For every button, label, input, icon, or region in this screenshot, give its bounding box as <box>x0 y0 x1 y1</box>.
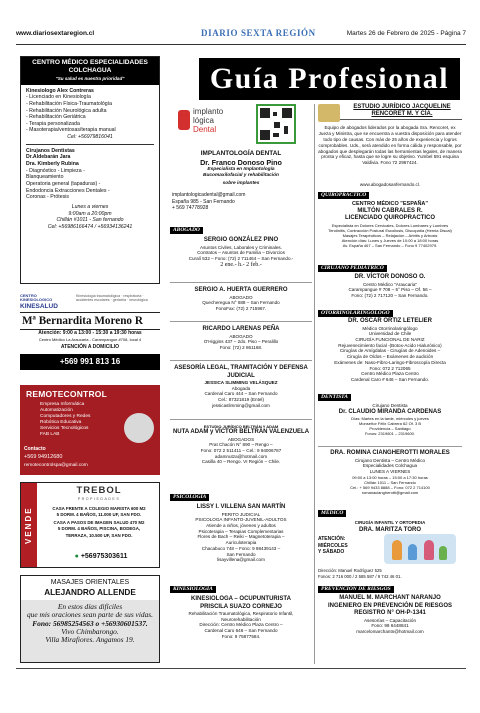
section-medico: MÉDICO <box>318 510 346 517</box>
entry-line: Contratos – Asuntos de Familia – Divorcios <box>197 250 285 256</box>
address: Chillán #1011 - San fernando <box>56 217 124 224</box>
listing-line: 5 DORM. 4 BAÑOS, PISCINA, BODEGA, <box>57 526 141 532</box>
person-icon <box>392 540 402 560</box>
divider <box>318 446 462 447</box>
implanto-spec: sobre implantes <box>222 181 260 186</box>
entry-line: Especialista en Dolores Cervicales, Dolores Lumbares y Lumbres <box>331 222 449 228</box>
entry-line: ABOGADO <box>229 294 253 300</box>
entry-line[interactable]: jessicaslimming@gmail.com <box>212 402 270 408</box>
listing-entry <box>170 424 312 465</box>
section-prevencion: PREVENCIÓN DE RIESGOS <box>318 586 394 593</box>
entry-line: Fono: 072 2 712065 <box>369 365 411 371</box>
entry-line: Cel.: 87321819 (Entel) <box>218 397 264 403</box>
entry-line: 09:00 a 13:00 horas – 15:00 a 17:30 horas <box>352 474 428 480</box>
divider <box>170 282 312 283</box>
trebol-phone[interactable] <box>61 553 141 562</box>
entry-line: Cirugías de Amígdalas - Cirugías de Adenoides – <box>339 348 441 354</box>
entry-line: Cirujano Dentista – Centro Médico <box>354 457 426 463</box>
medico-address: Dirección: Manuel Rodríguez 525 <box>318 568 382 573</box>
kinesalud-name: Mª Bernardita Moreno R <box>22 315 143 327</box>
entry-line: Especialidades Colchagua <box>362 463 418 469</box>
logo-word: lógica <box>193 116 214 125</box>
entry-line: Cardenal Caro # 646 – San Fernando. <box>350 377 430 383</box>
masajes-phone[interactable]: Fono: 56985254563 o +56930601537. <box>32 618 148 628</box>
listing-entry <box>170 365 312 409</box>
entry-line: Fono: 072 2 511411 – Cel.: 9 94006787 <box>200 447 282 453</box>
contact-label: Contacto <box>24 446 46 452</box>
entry-line[interactable]: lisayvillena@gmail.com <box>217 557 265 563</box>
entry-line: Curalí 532 – Fono: (72) 2 711464 – San Fernando.- <box>188 255 294 261</box>
kin-item: - Rehabilitación Neurológica adulta <box>26 107 107 114</box>
listing-line: TERRAZA, 10.500 UF, SAN FDO. <box>65 532 133 538</box>
logo-word: implanto <box>193 107 224 116</box>
entry-name: MANUEL M. MARCHANT NARANJO <box>339 595 441 601</box>
dent-item: Endodoncia Extracciones Dentales - <box>26 187 110 194</box>
medico-att: MIÉRCOLES <box>318 542 348 549</box>
trebol-phone-number: +56975303611 <box>80 553 128 560</box>
entry-name: SERGIO GONZÁLEZ PINO <box>203 237 279 243</box>
dentists-title: Cirujanos Dentistas <box>26 147 75 154</box>
implanto-address: España 985 - San Fernando <box>172 198 235 205</box>
implanto-name: Dr. Franco Donoso Pino <box>200 158 282 167</box>
entry-line: Médico Otorrinolaringólogo <box>362 325 418 331</box>
entry-role: INGENIERO EN PREVENCIÓN DE RIESGOS <box>327 602 453 609</box>
entry-line: Carampangue # 708 – 5° Piso – Of. 56 – <box>348 287 432 293</box>
implanto-phone[interactable]: + 569 74778928 <box>172 205 209 211</box>
listing-entry <box>170 287 312 312</box>
entry-name: DR. VÍCTOR DONOSO O. <box>354 274 426 280</box>
entry-line: Rejuvenecimiento facial -(Botox-Acido Hialurónico) <box>338 342 442 348</box>
masajes-name: ALEJANDRO ALLENDE <box>44 587 136 597</box>
entry-line: Fono: 9 75877584. <box>221 633 261 639</box>
remote-service: Computadores y Redes <box>40 413 91 419</box>
remote-service: Automatización <box>40 407 73 413</box>
listing-line: CASA A PASOS DE IMAGEN SALUD 470 M2 <box>53 520 145 526</box>
dent-item: Operatoria general (tapaduras) - <box>26 181 101 188</box>
listing-entry <box>170 237 312 269</box>
entry-name: RICARDO LARENAS PEÑA <box>202 326 280 332</box>
entry-line: Fono: (72) 2 717120 – San Fernando. <box>351 292 429 298</box>
medico-name: DRA. MARITZA TORO <box>359 527 421 533</box>
entry-line: Flores de Bach – Reiki – Magnetoterapia – <box>197 534 285 540</box>
trebol-sub: PROPIEDADES <box>77 497 121 501</box>
hours: 9:00am a 20:00pm <box>68 210 112 217</box>
medico-spec: CIRUGÍA INFANTIL Y ORTOPEDIA <box>354 520 426 525</box>
divider <box>170 419 312 420</box>
footer-rule <box>16 668 466 669</box>
remote-email[interactable]: remotecontrolspa@gmail.com <box>24 463 88 468</box>
centro-medico-header <box>21 57 159 85</box>
entry-name: MILTÓN CABRALES R. <box>357 207 423 214</box>
robot-illustration <box>124 413 154 443</box>
entry-role: Cirujano Dentista <box>372 403 408 408</box>
listing-entry <box>318 403 462 436</box>
listing-entry <box>170 596 312 640</box>
listing-entry <box>318 595 462 635</box>
page-header <box>16 30 466 42</box>
entry-line: LUNES A VIERNES <box>369 468 411 474</box>
kinesalud-services: Kinesiología traumatológica · respiratoria · accidentes escolares · geriatría · neurológica <box>76 294 148 303</box>
remote-service: Robótica Educativa <box>40 419 82 425</box>
entry-line: Universidad de Chile <box>368 331 412 337</box>
estudio-web[interactable]: www.abogadosanfernando.cl. <box>359 182 421 187</box>
centro-medico-ad <box>20 56 160 284</box>
masajes-text: Vivo Chimbarongo. <box>61 626 119 636</box>
entry-line: Atención días: Lunes y Jueves de 10:00 a 18:00 horas <box>341 237 439 243</box>
remotecontrol-ad <box>20 385 160 475</box>
entry-line: Abogada <box>231 385 251 391</box>
entry-line: Auriculoterapia <box>225 540 257 546</box>
vende-banner: VENDE <box>21 483 37 567</box>
entry-reg: REGISTRO N° OH-P-1341 <box>354 610 426 616</box>
entry-name: NUTA ADAM y VÍCTOR BELTRÁN VALENZUELA <box>172 429 310 435</box>
kinesalud-logo-small: CENTRO KINESIOLOGICO <box>20 293 53 303</box>
listing-entry <box>318 450 462 495</box>
entry-line: Fonos: 2319601 – 2319600. <box>364 431 416 437</box>
column-divider <box>314 104 315 664</box>
right-column <box>318 104 462 664</box>
kinesalud-ad <box>20 292 160 380</box>
kin-item: - Rehabilitación Geriátrica <box>26 114 86 121</box>
entry-line[interactable]: adamnutza@hotmail.com <box>214 453 268 459</box>
family-illustration <box>384 534 456 564</box>
entry-line: JESSICA SLIMMING VELÁSQUEZ <box>204 380 278 385</box>
dentist-name: Dra. Kimberly Rubina <box>26 161 79 168</box>
medico-att: Y SÁBADO <box>318 549 345 555</box>
entry-line: Masajes Terapéuticos – Relajación – Artritis y Artrosis <box>342 232 438 238</box>
entry-role: LICENCIADO QUIROPRACTICO <box>345 215 435 222</box>
estudio-text: Equipo de abogados liderados por la abogada Sra. Rencoret, ex Jueza y Ministra, que se encuentra a vuestra disposición para atender todo tipo de causas. Con más de 25 años de experiencia y logros comprobables. Uds., será atendido en forma cálida y responsable, por abogados que desplegarán todas las herramientas legales, de manera pronta y eficaz, hasta que se logre su objetivo. Yumbel 591 esquina Valdivia. Fono 72 2967424. <box>318 125 462 166</box>
entry-line: Prat Chacón N° 890 – Rengo – <box>209 442 273 448</box>
listing-entry <box>318 274 462 299</box>
entry-line: Asuntos Civiles, Laborales y Criminales. <box>200 244 282 250</box>
masajes-ad <box>20 575 160 663</box>
divider <box>170 321 312 322</box>
entry-line: Exámenes de: Naso-Fibro-Laringo-Fibroscopía Directa <box>334 359 446 365</box>
entry-line: Cirugía de Oídos – Exámenes de audición <box>346 354 434 360</box>
trebol-ad <box>20 482 160 568</box>
implanto-email[interactable]: implantologicadental@gmail.com <box>172 192 246 198</box>
entry-line: Atiende a niños, jóvenes y adultos <box>206 522 276 528</box>
scales-icon <box>318 104 340 122</box>
entry-line: Cardenal Caro 444 – San Fernando <box>204 391 278 397</box>
entry-name: DRA. ROMINA CIANGHEROTTI MORALES <box>330 450 450 456</box>
remote-service: Empresa Informática <box>40 402 85 407</box>
kin-item: - Masoterapia/ventosas/terapia manual <box>26 127 116 134</box>
entry-line: Quecheregua N° 688 – San Fernando <box>202 300 280 306</box>
entry-line: FonoFax: (72) 2 715967. <box>215 305 267 311</box>
site-url[interactable]: www.diariosextaregion.cl <box>16 30 95 37</box>
masajes-title: MASAJES ORIENTALES <box>50 579 130 586</box>
entry-center: CENTRO MÉDICO "ESPAÑA" <box>351 201 428 207</box>
centro-medico-motto: "Su salud es nuestra prioridad" <box>55 75 125 81</box>
estudio-title: ESTUDIO JURÍDICO JACQUELINE RENCORET M. Y CÍA. <box>353 104 451 118</box>
entry-name: DR. ÓSCAR ORTIZ LETELIER <box>348 318 432 324</box>
remotecontrol-logo: REMOTECONTROL <box>26 389 107 399</box>
entry-line[interactable]: marcelomarchantn@hotmail.com <box>356 628 424 634</box>
entry-line: ABOGADOS <box>227 436 255 442</box>
trebol-logo: TREBOL <box>76 485 122 496</box>
entry-line: PERITO JUDICIAL <box>221 511 261 517</box>
entry-name: ASESORÍA LEGAL, TRAMITACIÓN Y DEFENSA JUDICIAL <box>174 365 308 379</box>
entry-line: Centro Médico "Araucaria" <box>362 281 418 287</box>
dent-item: - Diagnóstico - Limpieza - <box>26 167 85 174</box>
section-psicologia: PSICOLOGÍA <box>170 494 209 501</box>
phones: Cel: +56986166474 / +56934136241 <box>47 224 133 231</box>
implanto-logo <box>178 106 236 144</box>
divider <box>170 360 312 361</box>
newspaper-brand: DIARIO SEXTA REGIÓN <box>201 28 316 38</box>
entry-line: Casilla 40 – Rengo. VI Región – Chile. <box>201 459 281 465</box>
listing-line: CASA FRENTE A COLEGIO MARISTA 600 M2 <box>52 506 146 511</box>
medico-att: ATENCIÓN: <box>318 536 346 542</box>
entry-line: Dirección: Centro Médico Plaza Centro – <box>199 622 283 628</box>
entry-line: Psicoterapia – Terapias Complementarias <box>198 528 284 534</box>
entry-line: Tendinitis, Contracción Postural Escoliosis, Discopatía (Hernia Discal) <box>328 227 452 233</box>
section-quiropractico: QUIROPRÁCTICO <box>318 192 369 199</box>
kinesiologist-name: Kinesiologo Alex Contreras <box>26 87 94 94</box>
entry-line: Chillán 1011 – San Fernando <box>364 479 416 485</box>
entry-line: San Fernando <box>226 551 256 557</box>
entry-line: CIRUGÍA FUNCIONAL DE NARIZ <box>355 336 425 342</box>
remote-service: FAB LAB <box>40 431 60 437</box>
entry-line: Días: Martes en la tarde, miércoles y jueves <box>351 416 429 422</box>
kin-item: - Rehabilitación Física-Traumatológía <box>26 100 113 107</box>
hours: Lunes a viernes <box>71 204 109 211</box>
entry-line: Chacabuco 748 – Fono: 9 98439143 – <box>201 545 281 551</box>
dent-item: Coronas - Prótesis <box>26 194 69 201</box>
entry-line: Providencia – Santiago <box>369 426 411 432</box>
entry-line: PSICOLOGA INFANTO-JUVENIL-ADULTOS <box>195 517 287 523</box>
remote-phone[interactable]: +569 94912680 <box>24 454 63 460</box>
listing-entry <box>318 318 462 383</box>
masajes-text: que mis oraciones sean parte de sus vidas. <box>26 610 154 620</box>
section-cirujano: CIRUJANO PEDIÁTRICO <box>318 265 387 272</box>
entry-line: O'Higgins 437 – 2do. Piso – Peralillo <box>203 339 279 345</box>
section-dentista: DENTISTA <box>318 394 351 401</box>
kinesalud-homecare: ATENCIÓN A DOMICILIO <box>60 344 120 350</box>
entry-name: PRISCILA SUAZO CORNEJO <box>200 603 282 610</box>
entry-line: Fono: (72) 2 861168. <box>219 344 263 350</box>
kinesalud-address: Centro Médico La Araucaria - Carampangue #708, local 4 <box>38 337 142 342</box>
listing-line: 5 DORM. 4 BAÑOS, 11.000 UF, SAN FDO. <box>56 512 142 518</box>
kin-item: - Licenciado en Kinesiología <box>26 94 91 101</box>
section-otorrino: OTORRINOLARINGÓLOGO <box>318 310 393 317</box>
dentist-name: Dr.Aldebarán Jara <box>26 154 71 161</box>
centro-medico-title: CENTRO MÉDICO ESPECIALIDADES COLCHAGUA <box>32 59 148 74</box>
entry-line: Monseñor Félix Cabrera 62 Of. 3 B <box>358 421 422 427</box>
qr-code-icon[interactable] <box>256 104 296 144</box>
remote-service: Servicios Tecnológicos <box>40 425 89 431</box>
issue-date: Martes 26 de Febrero de 2025 - Página 7 <box>346 30 466 37</box>
entry-line: Asesorías – Capacitación <box>363 617 417 623</box>
implanto-title: IMPLANTOLOGÍA DENTAL <box>200 150 282 157</box>
divider <box>26 144 154 145</box>
tooth-icon <box>178 110 190 130</box>
entry-name: LISSY I. VILLENA SAN MARTÍN <box>196 504 286 510</box>
section-abogado: ABOGADO <box>170 227 203 234</box>
guia-title-banner: Guía Profesional <box>199 58 460 100</box>
entry-name: Dr. CLAUDIO MIRANDA CARDENAS <box>338 408 442 415</box>
implanto-spec: Bucomaxilofacial y rehabilitación <box>203 173 279 178</box>
kinesalud-hours: Atención: 9:00 a 13:00 - 15:30 a 19:30 horas <box>38 330 142 336</box>
kin-item: - Terapia personalizada <box>26 120 80 127</box>
kin-phone: Cel: +56979816041 <box>67 134 113 141</box>
implanto-spec: Especialista en Implantología <box>207 167 275 172</box>
entry-line: Centro Médico Plaza Centro <box>361 371 419 377</box>
listing-entry <box>170 326 312 351</box>
person-icon <box>408 544 417 560</box>
entry-name: SERGIO A. HUERTA GUERRERO <box>194 287 288 293</box>
entry-line: Cel.: + 569 9433 8888 – Fono: 072 2 714100 <box>350 484 430 490</box>
middle-column <box>170 104 312 664</box>
entry-line[interactable]: romanaciangherotti@gmail.com <box>361 489 419 495</box>
header-rule <box>16 44 466 45</box>
entry-line: Av. España 467 – San Fernando – Fono 9 77402979. <box>342 242 438 248</box>
logo-word: Dental <box>193 125 217 134</box>
entry-line: ESTUDIO JURÍDICO BELTRÁN Y ADAM <box>203 424 279 429</box>
section-kinesiologia: KINESIOLOGÍA <box>170 586 216 593</box>
person-icon <box>439 546 447 560</box>
dent-item: Blanqueamiento <box>26 174 64 181</box>
entry-line: Fono: 99 6448841 <box>371 623 409 629</box>
entry-line: ABOGADO <box>229 333 253 339</box>
person-icon <box>424 540 434 560</box>
masajes-text: Villa Mirafiores. Angamos 19. <box>45 635 135 645</box>
kinesalud-phone[interactable]: +569 991 813 16 <box>20 354 160 370</box>
entry-line: 2 ene.- h.- 2 feb.- <box>220 261 262 268</box>
entry-name: KINESIOLOGA – OCUPUNTURISTA <box>190 596 291 602</box>
whatsapp-icon: ● <box>74 553 79 560</box>
listing-entry <box>318 201 462 248</box>
medico-phone: Fonos: 2 716 000 / 2 585 587 / 9 742 46 01. <box>318 573 402 579</box>
entry-line: Neurorehabilitación <box>221 616 261 622</box>
listing-entry <box>170 504 312 563</box>
entry-line: Cardenal Caro 646 – San Fernando <box>204 628 278 634</box>
entry-line: Rehabilitación Traumatológica, Respiratorio Infantil, <box>188 611 294 616</box>
masajes-text: En estos días difíciles <box>57 602 123 611</box>
kinesalud-logo: KINESALUD <box>20 302 58 310</box>
